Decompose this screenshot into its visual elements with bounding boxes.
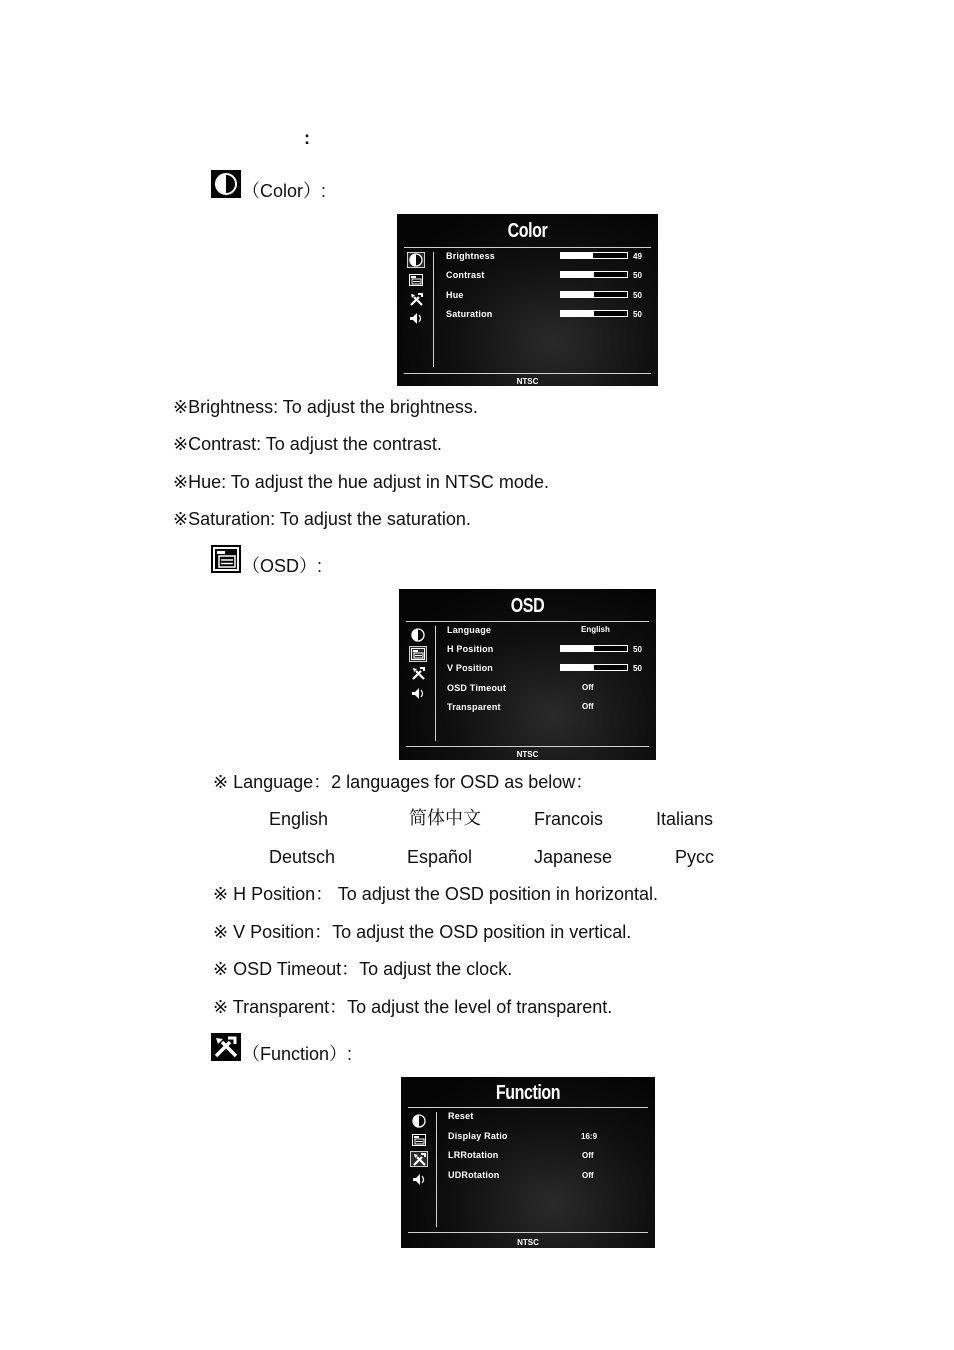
language-option: Francois <box>534 809 604 829</box>
color-note: ※Brightness: To adjust the brightness. <box>173 397 478 417</box>
osd-item-value: Off <box>582 702 594 711</box>
saturation-slider <box>560 310 628 317</box>
language-option: Español <box>407 847 473 867</box>
hue-slider <box>560 291 628 298</box>
color-note: ※Saturation: To adjust the saturation. <box>173 509 471 529</box>
brightness-slider <box>560 252 628 259</box>
color-heading: （Color）: <box>242 181 327 201</box>
osd-tab-icon <box>409 646 427 662</box>
osd-item-value: 50 <box>633 664 642 673</box>
osd-item-value: 50 <box>633 310 642 319</box>
osd-item-label: OSD Timeout <box>447 683 507 693</box>
osd-osd-screenshot <box>399 589 656 760</box>
osd-item-label: UDRotation <box>448 1170 500 1180</box>
osd-item-value: Off <box>582 1151 594 1160</box>
function-tab-icon <box>410 1151 428 1167</box>
contrast-slider <box>560 271 628 278</box>
language-option: Pycc <box>675 847 715 867</box>
osd-item-label: Hue <box>446 290 464 300</box>
osd-note: ※ V Position：To adjust the OSD position in vertical. <box>213 922 632 942</box>
osd-item-value: English <box>581 625 610 634</box>
function-osd-screenshot <box>401 1077 655 1248</box>
color-tab-icon <box>410 1113 428 1129</box>
osd-item-label: Language <box>447 625 492 635</box>
osd-item-value: Off <box>582 1171 594 1180</box>
osd-item-value: 16:9 <box>581 1132 598 1141</box>
function-tab-icon <box>407 291 425 307</box>
osd-item-label: LRRotation <box>448 1150 499 1160</box>
osd-title: OSD <box>510 595 545 617</box>
language-option: English <box>269 809 329 829</box>
language-option: Deutsch <box>269 847 336 867</box>
osd-item-label: V Position <box>447 663 494 673</box>
color-tab-icon <box>407 252 425 268</box>
osd-heading: （OSD）: <box>242 556 323 576</box>
osd-divider <box>436 1112 437 1227</box>
osd-divider <box>435 626 436 741</box>
tools-icon <box>211 1033 241 1061</box>
osd-footer: NTSC <box>517 1238 539 1247</box>
osd-title: Function <box>495 1082 561 1104</box>
osd-footer: NTSC <box>516 377 539 386</box>
audio-tab-icon <box>410 1171 428 1187</box>
language-option: Japanese <box>534 847 613 867</box>
osd-note: ※ Transparent：To adjust the level of transparent. <box>213 997 613 1017</box>
osd-item-label: H Position <box>447 644 494 654</box>
osd-item-value: 49 <box>633 252 642 261</box>
osd-divider <box>406 621 649 622</box>
osd-menu-icon <box>211 545 241 573</box>
osd-item-label: Saturation <box>446 309 493 319</box>
language-option: Italians <box>656 809 714 829</box>
osd-item-label: Reset <box>448 1111 474 1121</box>
function-heading: （Function）: <box>242 1044 353 1064</box>
contrast-icon <box>211 170 241 198</box>
color-osd-screenshot <box>397 214 658 386</box>
osd-item-value: 50 <box>633 271 642 280</box>
osd-footer: NTSC <box>516 750 539 759</box>
audio-tab-icon <box>409 685 427 701</box>
osd-item-value: 50 <box>633 645 642 654</box>
osd-item-value: 50 <box>633 291 642 300</box>
osd-divider <box>408 1107 648 1108</box>
osd-divider <box>406 746 649 747</box>
color-note: ※Hue: To adjust the hue adjust in NTSC mode. <box>173 472 549 492</box>
language-note: ※ Language：2 languages for OSD as below： <box>213 772 594 792</box>
osd-item-value: Off <box>582 683 594 692</box>
osd-tab-icon <box>407 272 425 288</box>
v-position-slider <box>560 664 628 671</box>
header-colon: : <box>304 128 310 148</box>
h-position-slider <box>560 645 628 652</box>
osd-note: ※ OSD Timeout：To adjust the clock. <box>213 959 513 979</box>
osd-divider <box>404 247 651 248</box>
color-tab-icon <box>409 627 427 643</box>
osd-divider <box>404 373 651 374</box>
osd-item-label: Contrast <box>446 270 485 280</box>
osd-title: Color <box>507 220 548 242</box>
audio-tab-icon <box>407 310 425 326</box>
osd-item-label: Display Ratio <box>448 1131 508 1141</box>
osd-tab-icon <box>410 1132 428 1148</box>
osd-item-label: Transparent <box>447 702 501 712</box>
osd-note: ※ H Position： To adjust the OSD position in horizontal. <box>213 884 658 904</box>
osd-item-label: Brightness <box>446 251 496 261</box>
osd-divider <box>408 1232 648 1233</box>
osd-divider <box>433 252 434 367</box>
function-tab-icon <box>409 665 427 681</box>
language-option: 简体中文 <box>409 808 481 829</box>
color-note: ※Contrast: To adjust the contrast. <box>173 434 442 454</box>
